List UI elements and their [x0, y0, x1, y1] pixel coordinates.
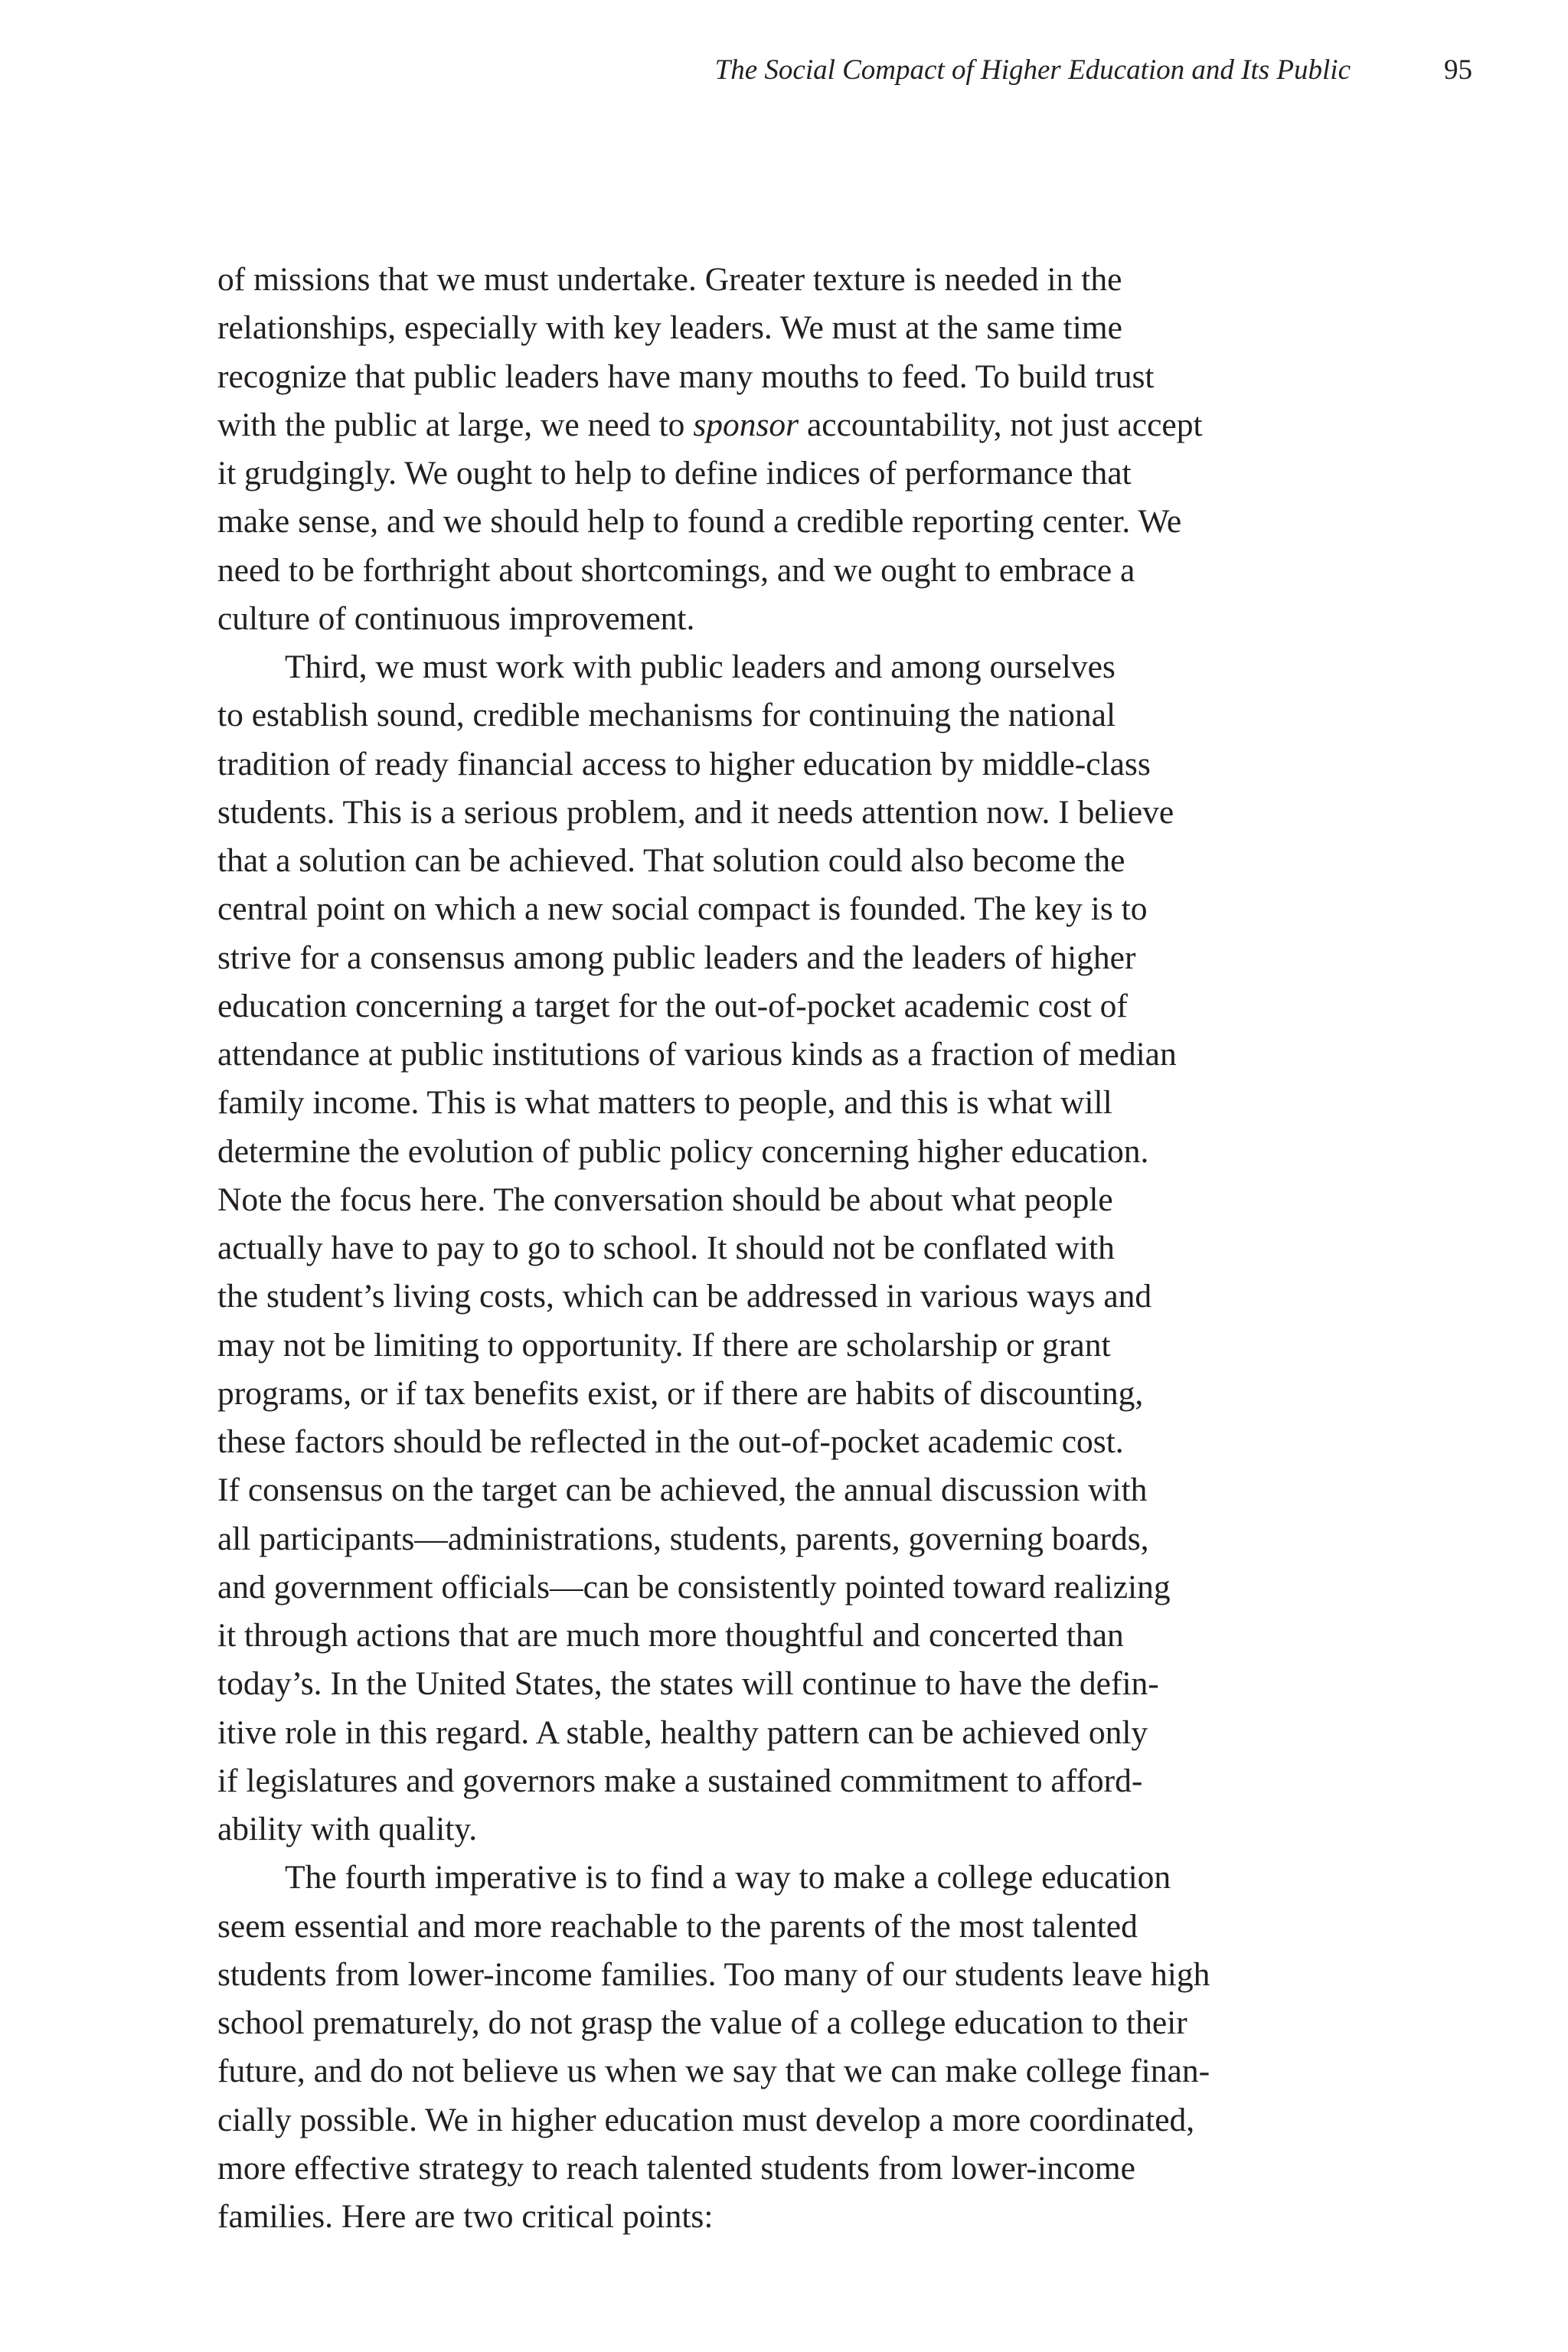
- text-line: Note the focus here. The conversation should be about what people: [217, 1181, 1113, 1218]
- emphasis-sponsor: sponsor: [693, 406, 799, 443]
- text-line: seem essential and more reachable to the parents of the most talented: [217, 1907, 1138, 1945]
- text-line: itive role in this regard. A stable, healthy pattern can be achieved only: [217, 1713, 1148, 1751]
- text-line: students. This is a serious problem, and it needs attention now. I believe: [217, 793, 1174, 831]
- running-head-title: The Social Compact of Higher Education and Its Public: [714, 54, 1351, 86]
- body-text: [217, 256, 1343, 2241]
- text-line: if legislatures and governors make a sustained commitment to afford-: [217, 1762, 1143, 1799]
- text-line: it through actions that are much more thoughtful and concerted than: [217, 1617, 1124, 1654]
- text-segment: accountability, not just accept: [799, 406, 1203, 443]
- paragraph-start-line: The fourth imperative is to find a way to make a college education: [285, 1859, 1171, 1896]
- text-line: strive for a consensus among public leaders and the leaders of higher: [217, 939, 1136, 976]
- text-line: it grudgingly. We ought to help to define indices of performance that: [217, 455, 1132, 492]
- paragraph-start-line: Third, we must work with public leaders and among ourselves: [285, 648, 1116, 685]
- text-line: ability with quality.: [217, 1811, 478, 1847]
- text-line: determine the evolution of public policy concerning higher education.: [217, 1132, 1149, 1170]
- text-line: today’s. In the United States, the states will continue to have the defin-: [217, 1665, 1159, 1703]
- text-line: programs, or if tax benefits exist, or if there are habits of discounting,: [217, 1374, 1144, 1412]
- text-line: the student’s living costs, which can be addressed in various ways and: [217, 1278, 1152, 1315]
- text-line: need to be forthright about shortcomings, and we ought to embrace a: [217, 551, 1135, 589]
- text-line: all participants—administrations, students, parents, governing boards,: [217, 1520, 1149, 1557]
- text-line: students from lower-income families. Too many of our students leave high: [217, 1955, 1210, 1993]
- text-line: education concerning a target for the out-of-pocket academic cost of: [217, 987, 1128, 1024]
- text-line: these factors should be reflected in the out-of-pocket academic cost.: [217, 1423, 1124, 1460]
- text-line: tradition of ready financial access to higher education by middle-class: [217, 745, 1151, 782]
- text-line: [217, 401, 1343, 449]
- text-line: cially possible. We in higher education must develop a more coordinated,: [217, 2101, 1195, 2138]
- text-line: that a solution can be achieved. That solution could also become the: [217, 842, 1125, 879]
- text-line: make sense, and we should help to found a credible reporting center. We: [217, 503, 1182, 541]
- text-line: If consensus on the target can be achieved, the annual discussion with: [217, 1472, 1148, 1509]
- text-line: more effective strategy to reach talented students from lower-income: [217, 2149, 1135, 2187]
- text-line: recognize that public leaders have many mouths to feed. To build trust: [217, 358, 1155, 395]
- text-segment: with the public at large, we need to: [217, 406, 694, 443]
- text-line: and government officials—can be consistently pointed toward realizing: [217, 1568, 1171, 1606]
- text-line: central point on which a new social compact is founded. The key is to: [217, 890, 1148, 928]
- text-line: of missions that we must undertake. Greater texture is needed in the: [217, 261, 1122, 298]
- text-line: actually have to pay to go to school. It should not be conflated with: [217, 1230, 1115, 1266]
- text-line: families. Here are two critical points:: [217, 2198, 714, 2235]
- text-line: attendance at public institutions of various kinds as a fraction of median: [217, 1036, 1177, 1073]
- text-line: school prematurely, do not grasp the value of a college education to their: [217, 2004, 1187, 2041]
- text-line: may not be limiting to opportunity. If there are scholarship or grant: [217, 1326, 1111, 1364]
- text-line: future, and do not believe us when we say that we can make college finan-: [217, 2053, 1210, 2090]
- text-line: relationships, especially with key leaders. We must at the same time: [217, 309, 1122, 347]
- page-number: 95: [1444, 54, 1472, 86]
- text-line: family income. This is what matters to people, and this is what will: [217, 1084, 1112, 1122]
- running-head: [0, 47, 1568, 93]
- text-line: culture of continuous improvement.: [217, 599, 695, 637]
- text-line: to establish sound, credible mechanisms for continuing the national: [217, 697, 1116, 734]
